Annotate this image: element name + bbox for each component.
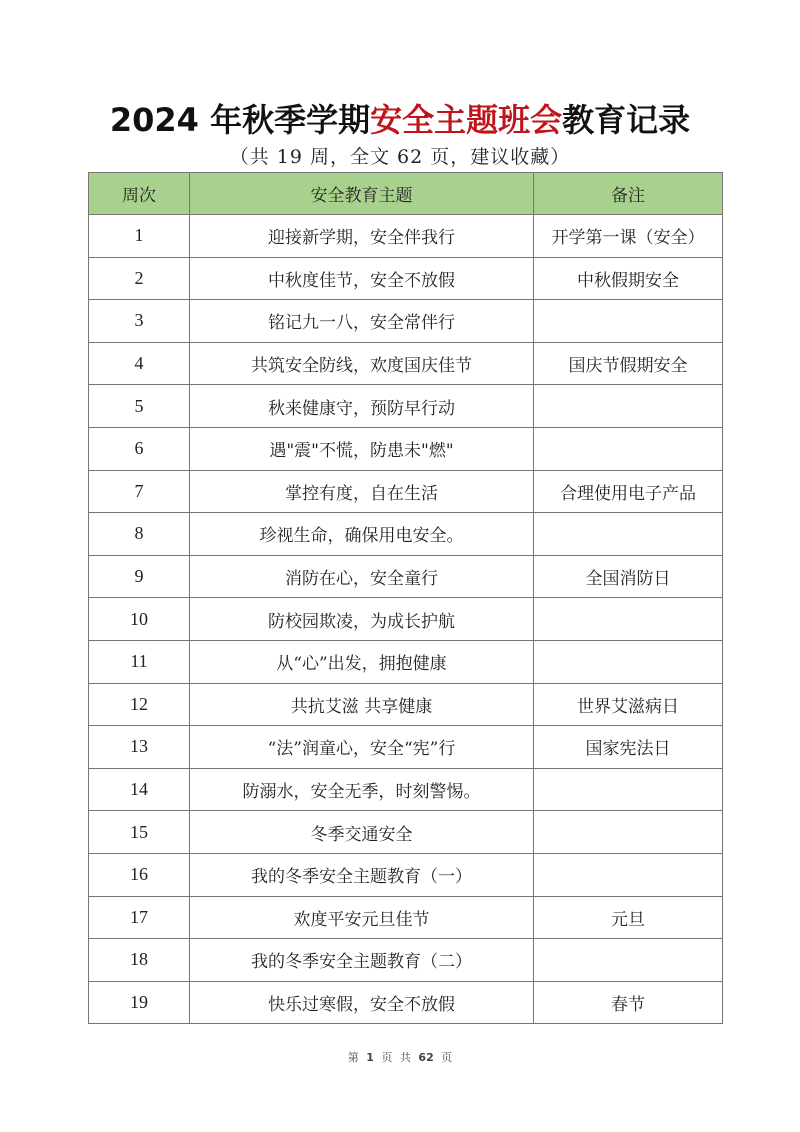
table-row [89,215,723,258]
topic-cell: 共筑安全防线，欢度国庆佳节 [190,342,534,385]
footer-prefix: 第 [347,1051,359,1064]
topic-cell: “法”润童心，安全“宪”行 [190,726,534,769]
document-title [0,98,800,142]
week-cell: 18 [89,939,190,982]
topic-cell: 珍视生命，确保用电安全。 [190,513,534,556]
note-cell [534,811,723,854]
note-cell: 春节 [534,981,723,1024]
topic-cell: 秋来健康守，预防早行动 [190,385,534,428]
topic-cell: 共抗艾滋 共享健康 [190,683,534,726]
week-cell: 11 [89,640,190,683]
header-week: 周次 [89,173,190,215]
week-cell: 19 [89,981,190,1024]
topic-cell: 我的冬季安全主题教育（二） [190,939,534,982]
note-cell: 中秋假期安全 [534,257,723,300]
week-cell: 10 [89,598,190,641]
topic-cell: 防校园欺凌，为成长护航 [190,598,534,641]
note-cell [534,853,723,896]
topic-cell: 铭记九一八，安全常伴行 [190,300,534,343]
topic-cell: 欢度平安元旦佳节 [190,896,534,939]
header-topic: 安全教育主题 [190,173,534,215]
topic-cell: 中秋度佳节，安全不放假 [190,257,534,300]
note-cell [534,300,723,343]
week-cell: 2 [89,257,190,300]
table-row [89,640,723,683]
topic-cell: 消防在心，安全童行 [190,555,534,598]
page-footer [0,1049,800,1065]
total-page-count: 62 [418,1051,434,1064]
note-cell: 开学第一课（安全） [534,215,723,258]
table-row [89,726,723,769]
table-row [89,896,723,939]
week-cell: 5 [89,385,190,428]
week-cell: 14 [89,768,190,811]
note-cell [534,385,723,428]
topic-cell: 迎接新学期，安全伴我行 [190,215,534,258]
footer-suffix: 页 [441,1051,453,1064]
topic-cell: 快乐过寒假，安全不放假 [190,981,534,1024]
week-cell: 6 [89,427,190,470]
table-row [89,300,723,343]
header-note: 备注 [534,173,723,215]
week-cell: 9 [89,555,190,598]
note-cell [534,513,723,556]
note-cell: 世界艾滋病日 [534,683,723,726]
table-row [89,470,723,513]
week-cell: 12 [89,683,190,726]
week-cell: 3 [89,300,190,343]
table-row [89,768,723,811]
note-cell [534,640,723,683]
note-cell [534,598,723,641]
table-row [89,342,723,385]
table-row [89,981,723,1024]
table-row [89,683,723,726]
footer-mid: 页 共 [381,1051,411,1064]
current-page-number: 1 [366,1051,374,1064]
topic-cell: 从“心”出发，拥抱健康 [190,640,534,683]
note-cell: 合理使用电子产品 [534,470,723,513]
table-row [89,811,723,854]
note-cell: 全国消防日 [534,555,723,598]
topic-cell: 掌控有度，自在生活 [190,470,534,513]
note-cell [534,939,723,982]
note-cell: 元旦 [534,896,723,939]
safety-education-table [88,172,723,1024]
topic-cell: 遇"震"不慌，防患未"燃" [190,427,534,470]
table-header-row [89,173,723,215]
week-cell: 7 [89,470,190,513]
table-row [89,853,723,896]
week-cell: 13 [89,726,190,769]
note-cell [534,768,723,811]
title-highlight: 安全主题班会 [370,101,563,139]
note-cell: 国庆节假期安全 [534,342,723,385]
note-cell [534,427,723,470]
topic-cell: 我的冬季安全主题教育（一） [190,853,534,896]
title-part-2: 教育记录 [562,101,691,139]
table-row [89,939,723,982]
week-cell: 15 [89,811,190,854]
table-row [89,257,723,300]
document-subtitle: （共 19 周，全文 62 页，建议收藏） [229,146,571,168]
week-cell: 8 [89,513,190,556]
title-part-1: 2024 年秋季学期 [109,101,371,139]
table-row [89,427,723,470]
week-cell: 1 [89,215,190,258]
note-cell: 国家宪法日 [534,726,723,769]
table-row [89,513,723,556]
table-row [89,385,723,428]
topic-cell: 冬季交通安全 [190,811,534,854]
table-row [89,598,723,641]
topic-cell: 防溺水，安全无季，时刻警惕。 [190,768,534,811]
week-cell: 16 [89,853,190,896]
table-row [89,555,723,598]
week-cell: 4 [89,342,190,385]
week-cell: 17 [89,896,190,939]
